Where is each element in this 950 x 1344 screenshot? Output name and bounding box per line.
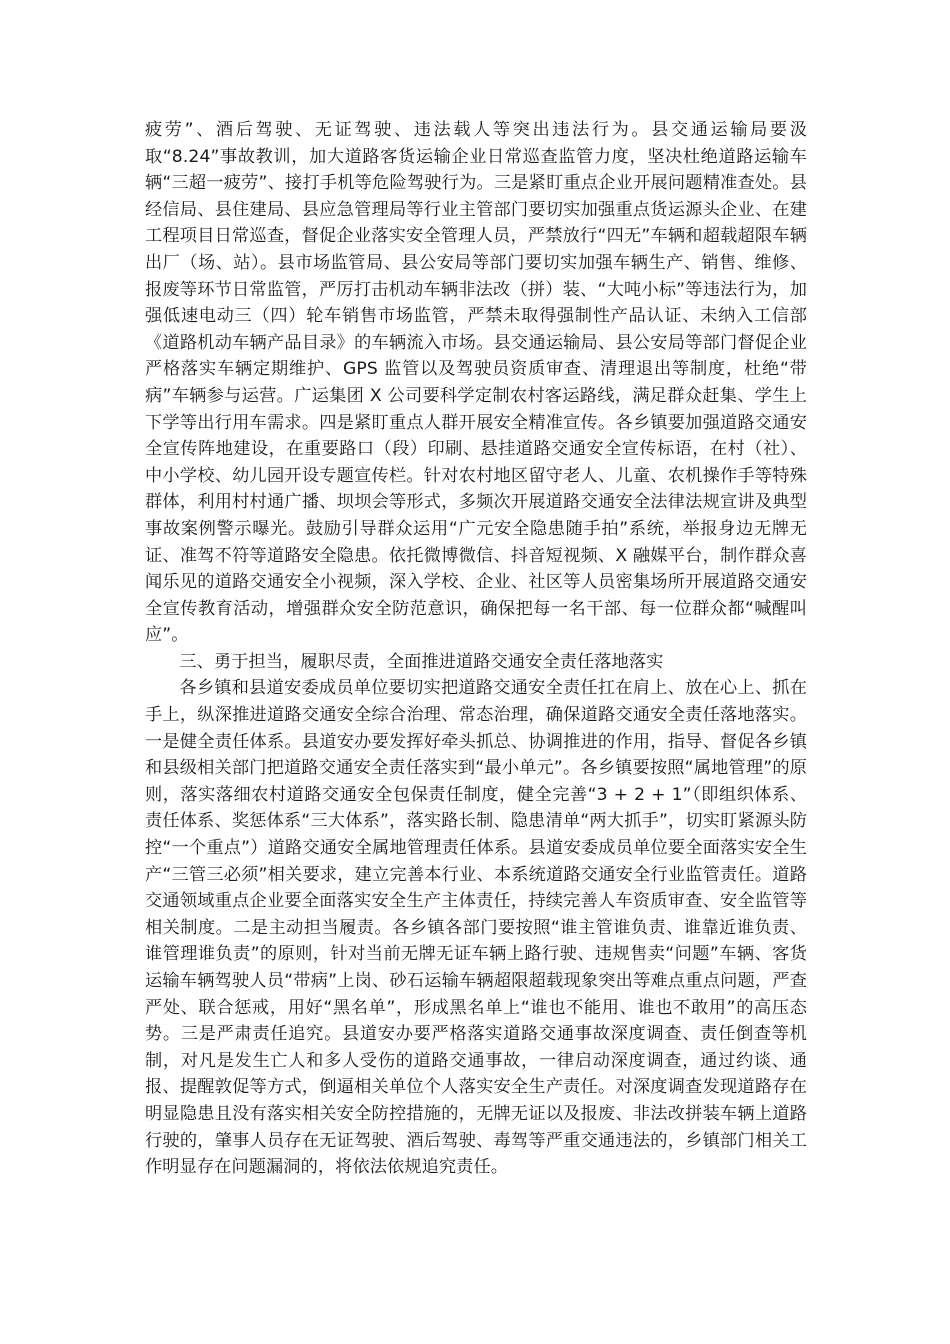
- paragraph-body: 各乡镇和县道安委成员单位要切实把道路交通安全责任扛在肩上、放在心上、抓在手上，纵深推进道路交通安全综合治理、常态治理，确保道路交通安全责任落地落实。一是健全责任体系。县道安办要发挥好牵头抓总、协调推进的作用，指导、督促各乡镇和县级相关部门把道路交通安全责任落实到“最小单元”。各乡镇要按照“属地管理”的原则，落实落细农村道路交通安全包保责任制度，健全完善“3 + 2 + 1”（即组织体系、责任体系、奖惩体系“三大体系”，落实路长制、隐患清单“两大抓手”，切实盯紧源头防控“一个重点”）道路交通安全属地管理责任体系。县道安委成员单位要全面落实安全生产“三管三必须”相关要求，建立完善本行业、本系统道路交通安全行业监管责任。道路交通领域重点企业要全面落实安全生产主体责任，持续完善人车资质审查、安全监管等相关制度。二是主动担当履责。各乡镇各部门要按照“谁主管谁负责、谁靠近谁负责、谁管理谁负责”的原则，针对当前无牌无证车辆上路行驶、违规售卖“问题”车辆、客货运输车辆驾驶人员“带病”上岗、砂石运输车辆超限超载现象突出等难点重点问题，严查严处、联合惩戒，用好“黑名单”，形成黑名单上“谁也不能用、谁也不敢用”的高压态势。三是严肃责任追究。县道安办要严格落实道路交通事故深度调查、责任倒查等机制，对凡是发生亡人和多人受伤的道路交通事故，一律启动深度调查，通过约谈、通报、提醒敦促等方式，倒逼相关单位个人落实安全生产责任。对深度调查发现道路存在明显隐患且没有落实相关安全防控措施的，无牌无证以及报废、非法改拼装车辆上道路行驶的，肇事人员存在无证驾驶、酒后驾驶、毒驾等严重交通违法的，乡镇部门相关工作明显存在问题漏洞的，将依法依规追究责任。: [145, 678, 807, 1178]
- paragraph-continuation: 疲劳”、酒后驾驶、无证驾驶、违法载人等突出违法行为。县交通运输局要汲取“8.24”事故教训，加大道路客货运输企业日常巡查监管力度，坚决杜绝道路运输车辆“三超一疲劳”、接打手机等危险驾驶行为。三是紧盯重点企业开展问题精准查处。县经信局、县住建局、县应急管理局等行业主管部门要切实加强重点货运源头企业、在建工程项目日常巡查，督促企业落实安全管理人员，严禁放行“四无”车辆和超载超限车辆出厂（场、站）。县市场监管局、县公安局等部门要切实加强车辆生产、销售、维修、报废等环节日常监管，严厉打击机动车辆非法改（拼）装、“大吨小标”等违法行为，加强低速电动三（四）轮车销售市场监管，严禁未取得强制性产品认证、未纳入工信部《道路机动车辆产品目录》的车辆流入市场。县交通运输局、县公安局等部门督促企业严格落实车辆定期维护、GPS 监管以及驾驶员资质审查、清理退出等制度，杜绝“带病”车辆参与运营。广运集团 X 公司要科学定制农村客运路线，满足群众赶集、学生上下学等出行用车需求。四是紧盯重点人群开展安全精准宣传。各乡镇要加强道路交通安全宣传阵地建设，在重要路口（段）印刷、悬挂道路交通安全宣传标语，在村（社）、中小学校、幼儿园开设专题宣传栏。针对农村地区留守老人、儿童、农机操作手等特殊群体，利用村村通广播、坝坝会等形式，多频次开展道路交通安全法律法规宣讲及典型事故案例警示曝光。鼓励引导群众运用“广元安全隐患随手拍”系统，举报身边无牌无证、准驾不符等道路安全隐患。依托微博微信、抖音短视频、X 融媒平台，制作群众喜闻乐见的道路交通安全小视频，深入学校、企业、社区等人员密集场所开展道路交通安全宣传教育活动，增强群众安全防范意识，确保把每一名干部、每一位群众都“喊醒叫应”。: [145, 120, 807, 646]
- document-page: [145, 117, 807, 1181]
- section-heading: 三、勇于担当，履职尽责，全面推进道路交通安全责任落地落实: [179, 651, 664, 672]
